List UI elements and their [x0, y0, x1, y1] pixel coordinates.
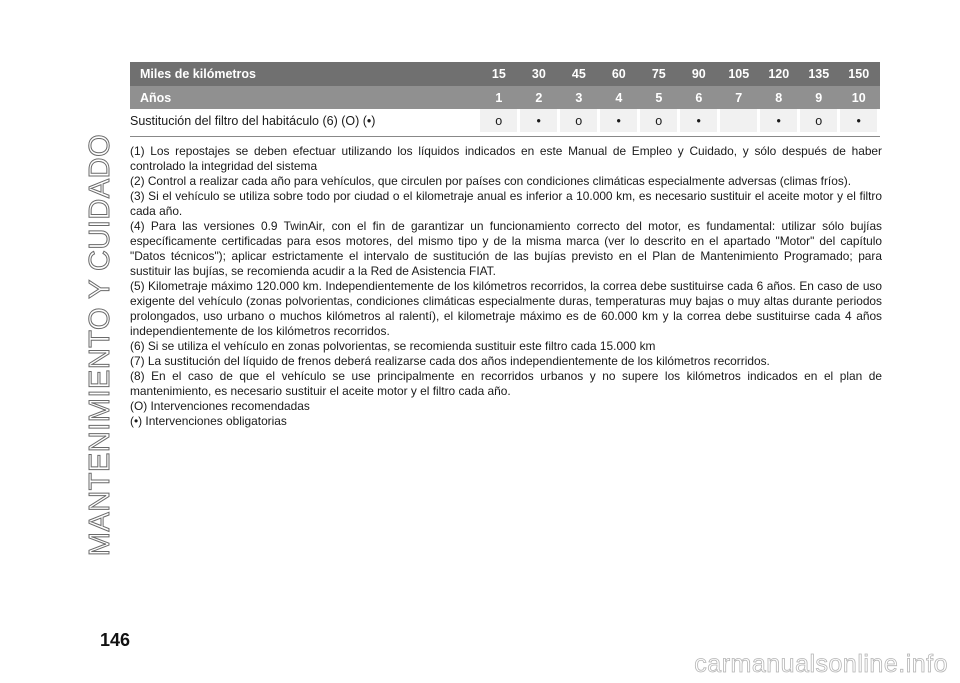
footnote: (7) La sustitución del líquido de frenos deberá realizarse cada dos años independientemente de los kilómetros recorridos. — [130, 354, 770, 368]
table-years-row — [130, 86, 880, 109]
years-cell: 3 — [560, 86, 597, 109]
header-label: Miles de kilómetros — [140, 67, 257, 81]
interval-cell: o — [480, 109, 518, 132]
footnote: (2) Control a realizar cada año para vehículos, que circulen por países con condiciones climáticas especialmente adversas (climas fríos). — [130, 174, 852, 188]
header-cell: 30 — [520, 62, 557, 86]
interval-cell: • — [600, 109, 638, 132]
header-cell: 75 — [640, 62, 677, 86]
row-label: Sustitución del filtro del habitáculo (6) (O) (•) — [130, 113, 376, 128]
years-cell: 10 — [840, 86, 877, 109]
interval-cell: • — [520, 109, 558, 132]
header-cell: 90 — [680, 62, 717, 86]
header-cell: 105 — [720, 62, 757, 86]
footnote: (5) Kilometraje máximo 120.000 km. Independientemente de los kilómetros recorridos, la correa debe sustituirse cada 6 años. En caso de uso exigente del vehículo (zonas polvorientas, condiciones climáticas especialmente duras, temperaturas muy bajas o muy altas durante periodos prolongados, uso urbano o muchos kilómetros al ralentí), el kilometraje máximo es de 60.000 km y la correa debe sustituirse cada 4 años independientemente de los kilómetros recorridos. — [130, 279, 882, 338]
interval-cell: o — [800, 109, 838, 132]
header-cell: 150 — [840, 62, 877, 86]
footnote: (4) Para las versiones 0.9 TwinAir, con el fin de garantizar un funcionamiento correcto del motor, es fundamental: utilizar sólo bujías específicamente certificadas para esos motores, del mismo tipo y de la misma marca (ver lo descrito en el apartado "Motor" del capítulo "Datos técnicos"); aplicar estrictamente el intervalo de sustitución de las bujías previsto en el Plan de Mantenimiento Programado; para sustituir las bujías, se recomienda acudir a la Red de Asistencia FIAT. — [130, 219, 882, 278]
interval-cell — [720, 109, 758, 132]
years-cell: 9 — [800, 86, 837, 109]
table-row — [130, 109, 880, 132]
header-cell: 45 — [560, 62, 597, 86]
footnote: (1) Los repostajes se deben efectuar utilizando los líquidos indicados en este Manual de Empleo y Cuidado, y sólo después de haber controlado la integridad del sistema — [130, 144, 882, 173]
legend-mandatory: (•) Intervenciones obligatorias — [130, 414, 287, 428]
header-cell: 120 — [760, 62, 797, 86]
maintenance-table — [130, 62, 880, 137]
header-cell: 135 — [800, 62, 837, 86]
years-label: Años — [140, 90, 172, 105]
years-cell: 6 — [680, 86, 717, 109]
years-cell: 1 — [480, 86, 517, 109]
footnote: (3) Si el vehículo se utiliza sobre todo por ciudad o el kilometraje anual es inferior a 10.000 km, es necesario sustituir el aceite motor y el filtro cada año. — [130, 189, 882, 218]
interval-cell: • — [680, 109, 718, 132]
legend-recommended: (O) Intervenciones recomendadas — [130, 399, 310, 413]
interval-cell: o — [640, 109, 678, 132]
years-cell: 8 — [760, 86, 797, 109]
years-cell: 4 — [600, 86, 637, 109]
footnote: (8) En el caso de que el vehículo se use principalmente en recorridos urbanos y no supere los kilómetros indicados en el plan de mantenimiento, es necesario sustituir el aceite motor y el filtro cada año. — [130, 369, 882, 398]
interval-cell: o — [560, 109, 598, 132]
footnotes — [130, 144, 882, 429]
section-title: MANTENIMIENTO Y CUIDADO — [84, 133, 116, 557]
years-cell: 5 — [640, 86, 677, 109]
table-header-row — [130, 62, 880, 86]
page-number: 146 — [100, 630, 131, 650]
footnote: (6) Si se utiliza el vehículo en zonas polvorientas, se recomienda sustituir este filtro cada 15.000 km — [130, 339, 656, 353]
interval-cell: • — [760, 109, 798, 132]
years-cell: 2 — [520, 86, 557, 109]
interval-cell: • — [840, 109, 878, 132]
watermark: carmanualsonline.info — [694, 650, 948, 678]
header-cell: 60 — [600, 62, 637, 86]
header-cell: 15 — [480, 62, 517, 86]
years-cell: 7 — [720, 86, 757, 109]
table-divider — [130, 136, 880, 137]
